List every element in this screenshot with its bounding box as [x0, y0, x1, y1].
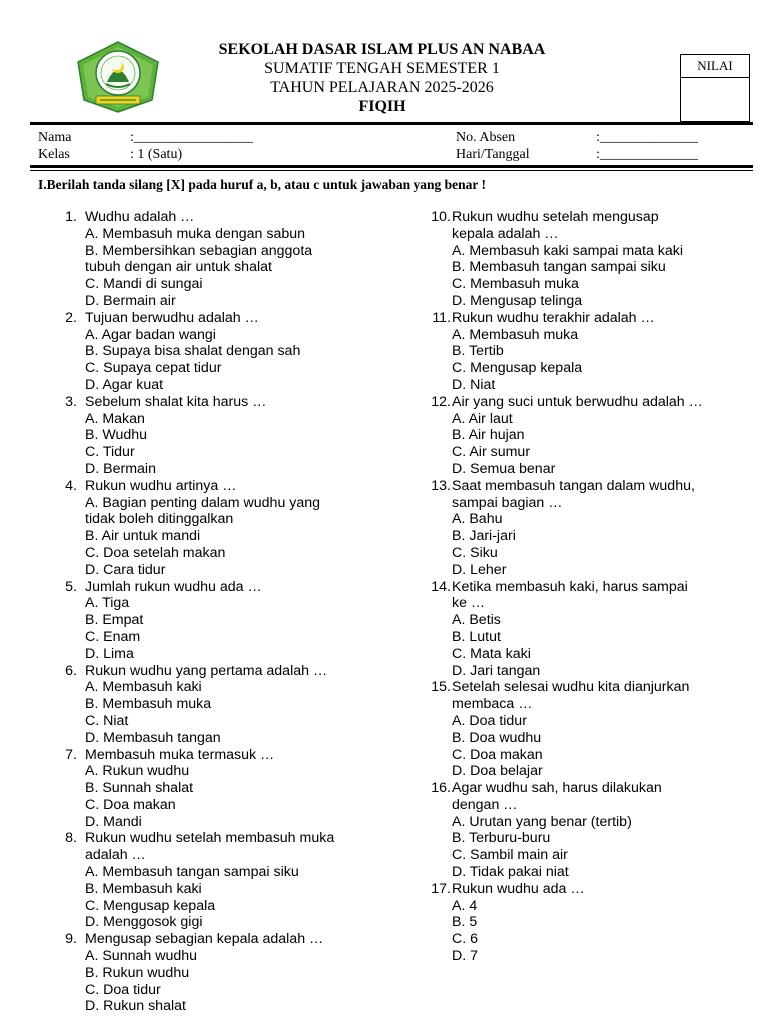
answer-option[interactable]: B. Wudhu — [85, 427, 148, 444]
info-divider-thin — [30, 170, 753, 171]
answer-option[interactable]: D. Mengusap telinga — [452, 292, 583, 309]
question-number: 10. — [431, 209, 451, 225]
question-text: dengan … — [452, 796, 518, 813]
score-label: NILAI — [681, 55, 749, 78]
answer-option[interactable]: A. Rukun wudhu — [85, 763, 190, 780]
answer-option[interactable]: D. Doa belajar — [452, 763, 543, 780]
question-number: 6. — [65, 662, 77, 679]
question-text: Rukun wudhu terakhir adalah … — [452, 309, 655, 326]
question-item — [424, 579, 744, 680]
answer-option[interactable]: A. 4 — [452, 897, 478, 914]
question-item — [56, 310, 401, 394]
question-number: 5. — [65, 578, 77, 595]
question-number: 17. — [431, 880, 451, 897]
answer-option[interactable]: D. Agar kuat — [85, 376, 164, 393]
question-number: 12. — [431, 393, 451, 410]
question-item — [56, 478, 401, 579]
answer-option[interactable]: A. Doa tidur — [452, 712, 527, 729]
answer-option[interactable]: A. Membasuh muka — [452, 326, 579, 343]
answer-option[interactable]: A. Membasuh kaki sampai mata kaki — [452, 242, 684, 259]
info-divider — [30, 165, 753, 168]
answer-option[interactable]: B. Tertib — [452, 343, 504, 360]
question-text: Rukun wudhu setelah membasuh muka — [85, 830, 335, 847]
question-item — [424, 478, 744, 579]
answer-option[interactable]: C. Mengusap kepala — [452, 360, 583, 377]
answer-option[interactable]: B. Jari-jari — [452, 528, 516, 545]
question-text: Agar wudhu sah, harus dilakukan — [452, 780, 662, 797]
answer-option[interactable]: C. Tidur — [85, 444, 135, 461]
answer-option[interactable]: B. Air hujan — [452, 427, 525, 444]
question-item — [424, 780, 744, 881]
question-number: 16. — [431, 780, 451, 797]
answer-option[interactable]: B. Terburu-buru — [452, 830, 551, 847]
absen-label: No. Absen — [456, 130, 516, 145]
answer-option[interactable]: B. Membasuh tangan sampai siku — [452, 259, 666, 276]
answer-option[interactable]: D. Jari tangan — [452, 662, 541, 679]
answer-option[interactable]: A. Makan — [85, 410, 145, 427]
question-text: Jumlah rukun wudhu ada … — [85, 578, 262, 595]
answer-option[interactable]: D. Semua benar — [452, 460, 556, 477]
questions-column-left — [56, 209, 401, 1015]
question-text: Ketika membasuh kaki, harus sampai — [452, 578, 688, 595]
answer-option[interactable]: D. Tidak pakai niat — [452, 864, 569, 881]
question-text: Saat membasuh tangan dalam wudhu, — [452, 477, 695, 494]
question-text: Wudhu adalah … — [85, 209, 195, 225]
class-label: Kelas — [38, 147, 70, 162]
answer-option[interactable]: C. 6 — [452, 931, 479, 948]
question-text: Rukun wudhu setelah mengusap — [452, 209, 659, 225]
answer-option[interactable]: B. Membasuh kaki — [85, 880, 202, 897]
exam-header — [180, 40, 584, 116]
answer-option[interactable]: A. Urutan yang benar (tertib) — [452, 813, 632, 830]
exam-name: SUMATIF TENGAH SEMESTER 1 — [264, 60, 500, 77]
question-text: sampai bagian … — [452, 494, 563, 511]
answer-option[interactable]: A. Bagian penting dalam wudhu yang — [85, 494, 321, 511]
answer-option[interactable]: B. Membasuh muka — [85, 696, 212, 713]
header-divider — [30, 122, 753, 125]
answer-option[interactable]: C. Supaya cepat tidur — [85, 360, 222, 377]
question-item — [56, 830, 401, 931]
question-text: ke … — [452, 595, 486, 612]
answer-option[interactable]: A. Betis — [452, 612, 501, 629]
answer-option[interactable]: D. Lima — [85, 645, 134, 662]
question-item — [424, 209, 744, 310]
answer-option[interactable]: B. Doa wudhu — [452, 729, 542, 746]
school-logo — [76, 40, 160, 114]
question-text: kepala adalah … — [452, 225, 559, 242]
question-text: Rukun wudhu ada … — [452, 880, 585, 897]
answer-option[interactable]: A. Membasuh kaki — [85, 679, 202, 696]
instruction-text: I.Berilah tanda silang [X] pada huruf a, b, atau c untuk jawaban yang benar ! — [38, 177, 486, 192]
answer-option[interactable]: D. Bermain air — [85, 292, 176, 309]
question-number: 13. — [431, 477, 451, 494]
question-number: 8. — [65, 830, 77, 847]
score-box[interactable] — [680, 54, 750, 122]
answer-option[interactable]: D. Bermain — [85, 460, 156, 477]
answer-option[interactable]: C. Siku — [452, 544, 498, 561]
date-field[interactable]: :______________ — [596, 147, 698, 162]
question-number: 4. — [65, 477, 77, 494]
answer-option[interactable]: C. Mengusap kepala — [85, 897, 216, 914]
question-item — [424, 679, 744, 780]
answer-option[interactable]: B. Supaya bisa shalat dengan sah — [85, 343, 301, 360]
answer-option[interactable]: D. Mandi — [85, 813, 142, 830]
answer-option[interactable]: C. Air sumur — [452, 444, 531, 461]
answer-option[interactable]: B. Empat — [85, 612, 144, 629]
answer-option[interactable]: tubuh dengan air untuk shalat — [85, 259, 272, 276]
question-text: Setelah selesai wudhu kita dianjurkan — [452, 679, 690, 696]
question-item — [424, 310, 744, 394]
questions-column-right — [424, 209, 744, 965]
answer-option[interactable]: C. Doa tidur — [85, 981, 161, 998]
question-item — [424, 394, 744, 478]
question-number: 9. — [65, 931, 77, 948]
answer-option[interactable]: A. Bahu — [452, 511, 503, 528]
answer-option[interactable]: C. Doa makan — [452, 746, 543, 763]
answer-option[interactable]: B. Membersihkan sebagian anggota — [85, 242, 313, 259]
question-text: adalah … — [85, 847, 146, 864]
question-item — [56, 663, 401, 747]
answer-option[interactable]: A. Tiga — [85, 595, 130, 612]
answer-option[interactable]: B. Sunnah shalat — [85, 780, 194, 797]
question-text: Rukun wudhu yang pertama adalah … — [85, 662, 328, 679]
answer-option[interactable]: tidak boleh ditinggalkan — [85, 511, 234, 528]
answer-option[interactable]: C. Niat — [85, 712, 129, 729]
answer-option[interactable]: D. Membasuh tangan — [85, 729, 221, 746]
answer-option[interactable]: B. Rukun wudhu — [85, 964, 190, 981]
question-item — [56, 747, 401, 831]
answer-option[interactable]: D. Rukun shalat — [85, 998, 186, 1015]
question-number: 11. — [432, 309, 451, 326]
absen-field[interactable]: :______________ — [596, 130, 698, 145]
question-text: Mengusap sebagian kepala adalah … — [85, 931, 324, 948]
academic-year: TAHUN PELAJARAN 2025-2026 — [270, 79, 494, 96]
answer-option[interactable]: B. Air untuk mandi — [85, 528, 201, 545]
question-text: membaca … — [452, 696, 533, 713]
question-text: Membasuh muka termasuk … — [85, 746, 275, 763]
question-item — [56, 394, 401, 478]
question-number: 14. — [431, 578, 451, 595]
class-value: : 1 (Satu) — [130, 147, 183, 162]
question-number: 1. — [65, 209, 77, 225]
school-name: SEKOLAH DASAR ISLAM PLUS AN NABAA — [218, 41, 546, 58]
answer-option[interactable]: D. Leher — [452, 561, 507, 578]
question-item — [424, 881, 744, 965]
question-number: 2. — [65, 309, 77, 326]
question-item — [56, 209, 401, 310]
answer-option[interactable]: C. Enam — [85, 628, 141, 645]
answer-option[interactable]: A. Membasuh tangan sampai siku — [85, 864, 299, 881]
question-item — [56, 931, 401, 1015]
question-item — [56, 579, 401, 663]
answer-option[interactable]: D. Cara tidur — [85, 561, 166, 578]
answer-option[interactable]: C. Mata kaki — [452, 645, 531, 662]
question-text: Sebelum shalat kita harus … — [85, 393, 267, 410]
answer-option[interactable]: D. Niat — [452, 376, 496, 393]
subject-title: FIQIH — [358, 98, 406, 115]
answer-option[interactable]: C. Sambil main air — [452, 847, 568, 864]
answer-option[interactable]: B. 5 — [452, 914, 478, 931]
question-text: Rukun wudhu artinya … — [85, 477, 237, 494]
answer-option[interactable]: A. Air laut — [452, 410, 513, 427]
question-text: Air yang suci untuk berwudhu adalah … — [452, 393, 703, 410]
answer-option[interactable]: B. Lutut — [452, 628, 501, 645]
name-label: Nama — [38, 130, 72, 145]
date-label: Hari/Tanggal — [456, 147, 530, 162]
answer-option[interactable]: D. 7 — [452, 948, 479, 965]
answer-option[interactable]: C. Doa setelah makan — [85, 544, 226, 561]
answer-option[interactable]: A. Agar badan wangi — [85, 326, 216, 343]
answer-option[interactable]: D. Menggosok gigi — [85, 914, 203, 931]
question-number: 7. — [65, 746, 77, 763]
answer-option[interactable]: C. Mandi di sungai — [85, 276, 203, 293]
question-number: 15. — [431, 679, 451, 696]
question-number: 3. — [65, 393, 77, 410]
name-field[interactable]: :_________________ — [130, 130, 253, 145]
question-text: Tujuan berwudhu adalah … — [85, 309, 259, 326]
answer-option[interactable]: A. Sunnah wudhu — [85, 948, 198, 965]
answer-option[interactable]: C. Membasuh muka — [452, 276, 579, 293]
answer-option[interactable]: C. Doa makan — [85, 796, 176, 813]
answer-option[interactable]: A. Membasuh muka dengan sabun — [85, 225, 306, 242]
